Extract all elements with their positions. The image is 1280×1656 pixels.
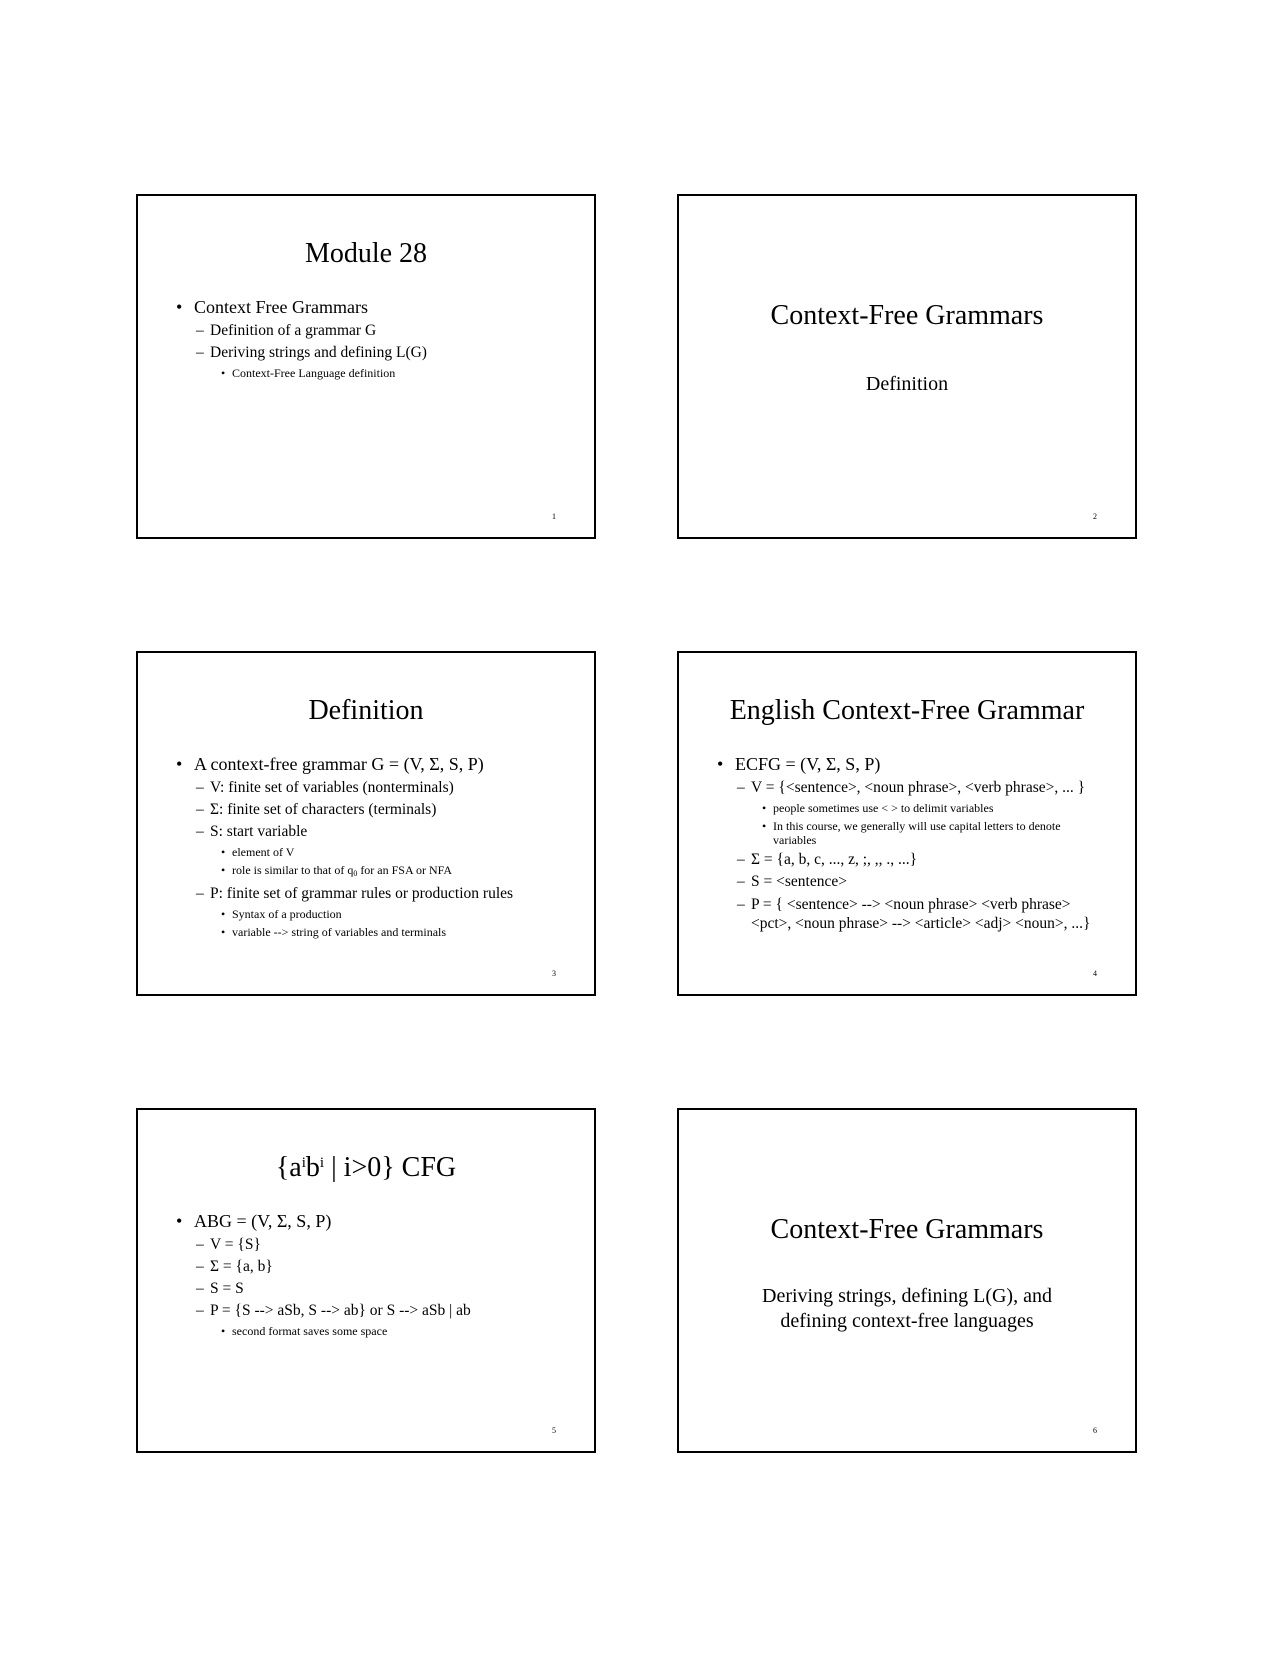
- slide-6: [677, 1108, 1137, 1453]
- slide-3: [136, 651, 596, 996]
- bullet-item: – V: finite set of variables (nonterminals): [176, 777, 576, 799]
- bullet-item: – Σ = {a, b}: [176, 1256, 576, 1278]
- bullet-item: • element of V: [176, 843, 576, 861]
- page-number: 3: [552, 969, 556, 978]
- bullet-item: • second format saves some space: [176, 1322, 576, 1340]
- bullet-list: [717, 751, 1117, 933]
- bullet-item: – S: start variable: [176, 821, 576, 843]
- bullet-item: • Context-Free Language definition: [176, 364, 576, 382]
- bullet-item: – Deriving strings and defining L(G): [176, 342, 576, 364]
- bullet-text: role is similar to that of q: [232, 863, 354, 877]
- slide-1: [136, 194, 596, 539]
- slide-4: [677, 651, 1137, 996]
- bullet-item: – S = <sentence>: [717, 871, 1117, 893]
- bullet-item: • A context-free grammar G = (V, Σ, S, P): [176, 751, 576, 777]
- bullet-item: • Syntax of a production: [176, 905, 576, 923]
- bullet-item: – P = {S --> aSb, S --> ab} or S --> aSb | ab: [176, 1300, 576, 1322]
- bullet-list: [176, 751, 576, 941]
- subtitle-line: Deriving strings, defining L(G), and: [762, 1285, 1052, 1307]
- slide-5: [136, 1108, 596, 1453]
- slide-title: Module 28: [304, 238, 428, 269]
- slide-title: Definition: [308, 695, 424, 726]
- page-number: 4: [1093, 969, 1097, 978]
- bullet-list: [176, 294, 576, 382]
- bullet-item: – Σ = {a, b, c, ..., z, ;, ,, ., ...}: [717, 849, 1117, 871]
- bullet-item: – Definition of a grammar G: [176, 320, 576, 342]
- bullet-item: • ECFG = (V, Σ, S, P): [717, 751, 1117, 777]
- bullet-item: – V = {<sentence>, <noun phrase>, <verb phrase>, ... }: [717, 777, 1117, 799]
- superscript: i: [319, 1155, 325, 1171]
- bullet-item: • variable --> string of variables and terminals: [176, 923, 576, 941]
- page-number: 2: [1093, 512, 1097, 521]
- slide-subtitle: Definition: [865, 373, 949, 395]
- subscript: 0: [353, 869, 358, 878]
- title-part: {a: [275, 1152, 302, 1183]
- superscript: i: [301, 1155, 306, 1171]
- page-number: 6: [1093, 1426, 1097, 1435]
- title-part: b: [305, 1152, 320, 1183]
- page-number: 1: [552, 512, 556, 521]
- title-part: | i>0} CFG: [324, 1152, 457, 1183]
- bullet-item: – Σ: finite set of characters (terminals): [176, 799, 576, 821]
- bullet-item: – P = { <sentence> --> <noun phrase> <verb phrase> <pct>, <noun phrase> --> <article> <adj> <noun>, ...}: [717, 893, 1117, 933]
- slide-title: [138, 1152, 594, 1184]
- slide-title: Context-Free Grammars: [770, 300, 1044, 331]
- bullet-item: – P: finite set of grammar rules or production rules: [176, 883, 576, 905]
- slide-subtitle: [699, 1284, 1115, 1334]
- bullet-list: [176, 1208, 576, 1340]
- subtitle-line: defining context-free languages: [780, 1310, 1034, 1332]
- bullet-item: [176, 861, 576, 883]
- bullet-item: • In this course, we generally will use capital letters to denote variables: [717, 817, 1117, 849]
- slide-title: English Context-Free Grammar: [729, 695, 1085, 726]
- bullet-item: – V = {S}: [176, 1234, 576, 1256]
- slide-2: [677, 194, 1137, 539]
- bullet-text: for an FSA or NFA: [357, 863, 453, 877]
- bullet-item: – S = S: [176, 1278, 576, 1300]
- page-number: 5: [552, 1426, 556, 1435]
- bullet-item: • ABG = (V, Σ, S, P): [176, 1208, 576, 1234]
- bullet-item: • Context Free Grammars: [176, 294, 576, 320]
- slide-title: Context-Free Grammars: [770, 1214, 1044, 1245]
- bullet-item: • people sometimes use < > to delimit variables: [717, 799, 1117, 817]
